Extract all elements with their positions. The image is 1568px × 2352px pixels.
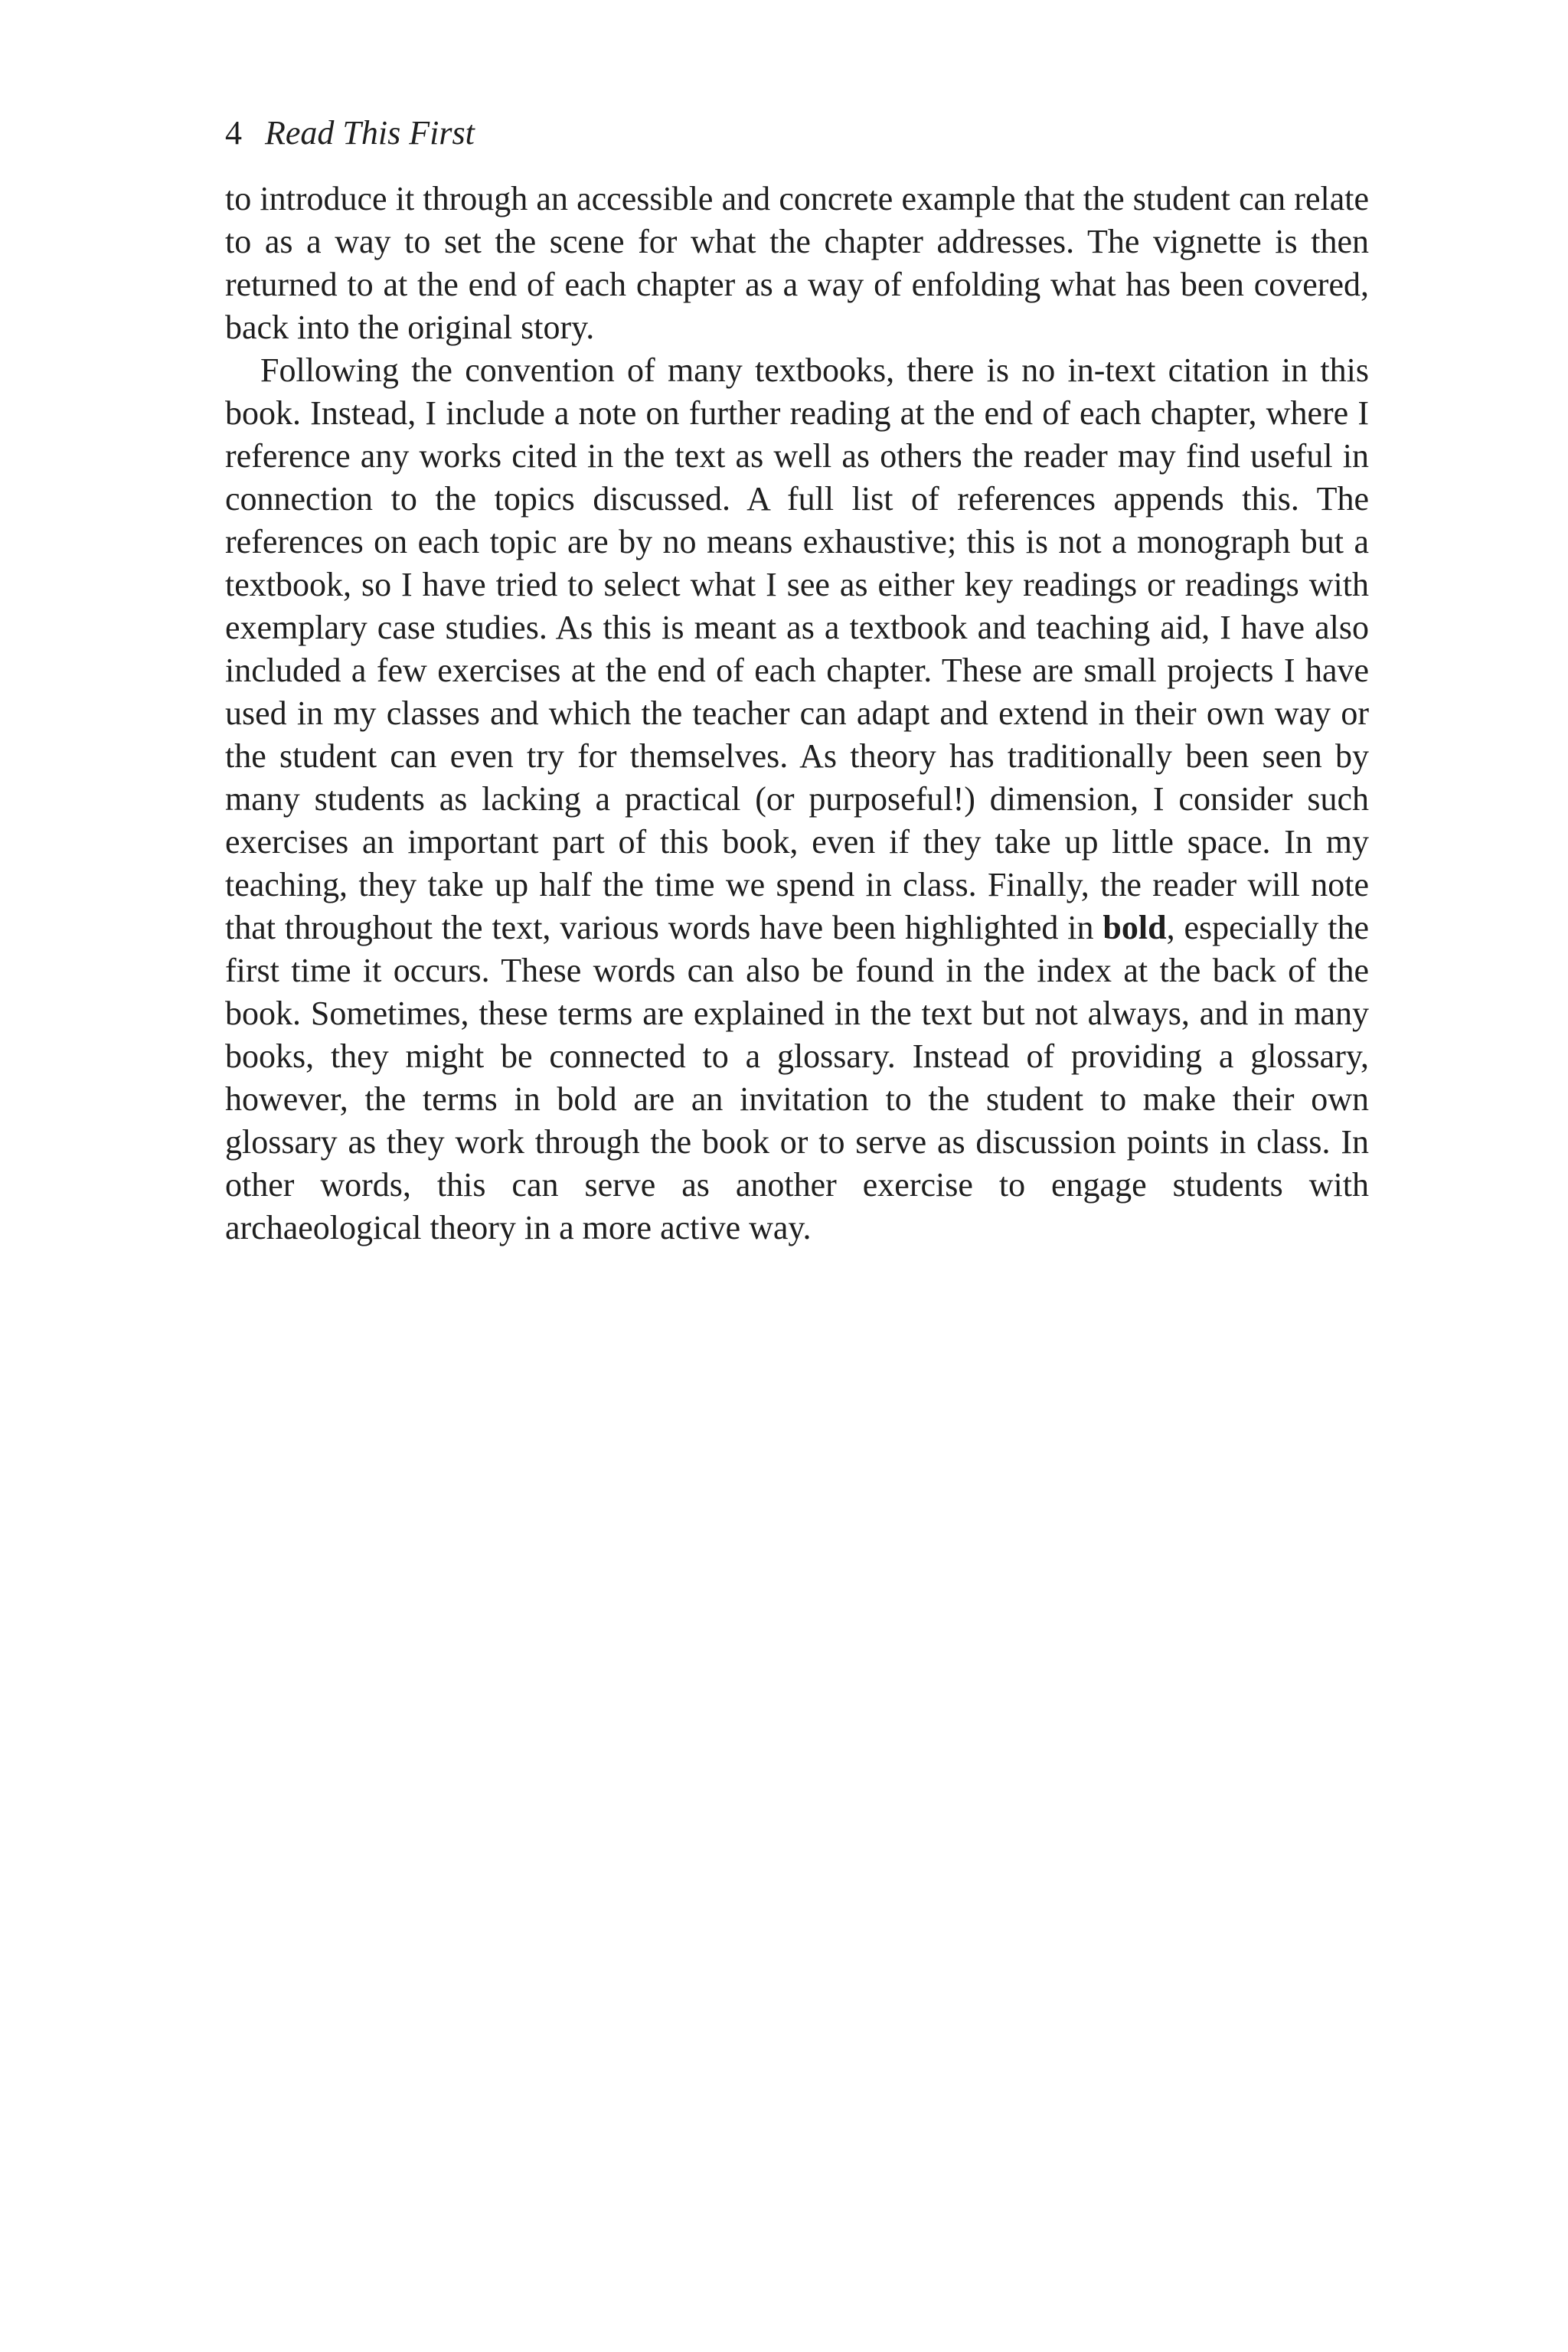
paragraph-2-text-before-bold: Following the convention of many textbooks, there is no in-text citation in this book. Instead, I include a note on further reading at the end of each chapter, where I reference any works cited in the text as well as others the reader may find useful in connection to the topics discussed. A full list of references appends this. The references on each topic are by no means exhaustive; this is not a monograph but a textbook, so I have tried to select what I see as either key readings or readings with exemplary case studies. As this is meant as a textbook and teaching aid, I have also included a few exercises at the end of each chapter. These are small projects I have used in my classes and which the teacher can adapt and extend in their own way or the student can even try for themselves. As theory has traditionally been seen by many students as lacking a practical (or purposeful!) dimension, I consider such exercises an important part of this book, even if they take up little space. In my teaching, they take up half the time we spend in class. Finally, the reader will note that throughout the text, various words have been highlighted in [225, 351, 1369, 946]
body-text [225, 178, 1369, 1250]
section-title: Read This First [265, 114, 475, 152]
paragraph-2 [225, 349, 1369, 1250]
paragraph-1-text: to introduce it through an accessible and concrete example that the student can relate to as a way to set the scene for what the chapter addresses. The vignette is then returned to at the end of each chapter as a way of enfolding what has been covered, back into the original story. [225, 180, 1369, 346]
paragraph-1 [225, 178, 1369, 349]
bold-term: bold [1102, 909, 1167, 946]
running-head [225, 112, 475, 155]
page-number: 4 [225, 114, 242, 152]
paragraph-2-text-after-bold: , especially the first time it occurs. These words can also be found in the index at the back of the book. Sometimes, these terms are explained in the text but not always, and in many books, they might be connected to a glossary. Instead of providing a glossary, however, the terms in bold are an invitation to the student to make their own glossary as they work through the book or to serve as discussion points in class. In other words, this can serve as another exercise to engage students with archaeological theory in a more active way. [225, 909, 1369, 1246]
